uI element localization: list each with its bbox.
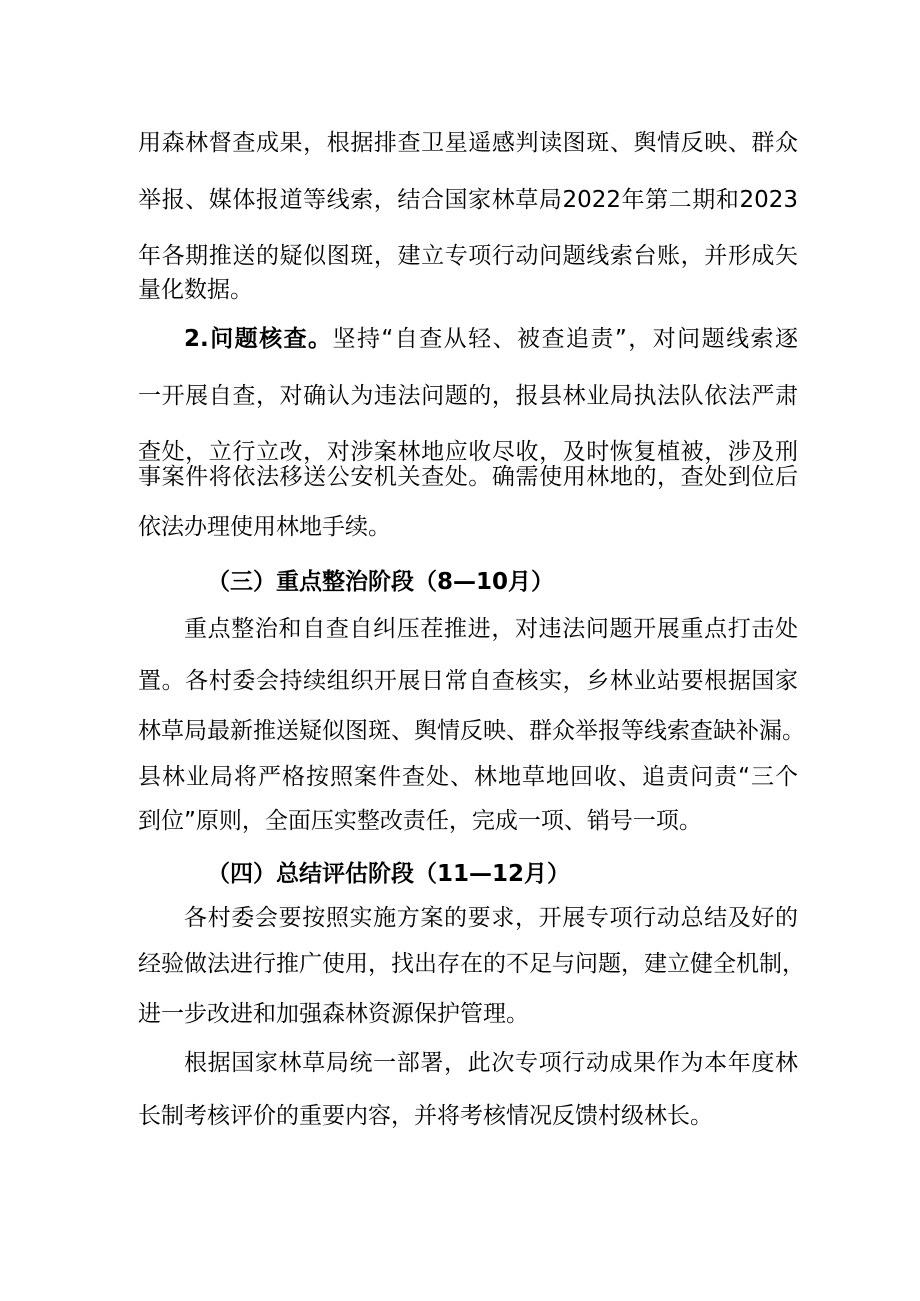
paragraph-1-line-3: 年各期推送的疑似图斑，建立专项行动问题线索台账，并形成矢 — [138, 243, 798, 269]
paragraph-2-line-2: 一开展自查，对确认为违法问题的，报县林业局执法队依法严肃 — [138, 383, 798, 409]
paragraph-1-line-2: 举报、媒体报道等线索，结合国家林草局2022年第二期和2023 — [138, 187, 798, 213]
paragraph-2-line-5: 依法办理使用林地手续。 — [138, 514, 391, 540]
paragraph-3-line-4: 县林业局将严格按照案件查处、林地草地回收、追责问责“三个 — [138, 764, 798, 790]
paragraph-4-line-1: 各村委会要按照实施方案的要求，开展专项行动总结及好的 — [184, 905, 798, 931]
paragraph-2-line-1-rest: 坚持“自查从轻、被查追责”，对问题线索逐 — [332, 326, 798, 352]
section-heading-3: （三）重点整治阶段（8—10月） — [207, 569, 555, 595]
paragraph-4-line-2: 经验做法进行推广使用，找出存在的不足与问题，建立健全机制， — [138, 951, 805, 977]
paragraph-2-line-1 — [184, 319, 798, 359]
paragraph-3-line-1: 重点整治和自查自纠压茬推进，对违法问题开展重点打击处 — [184, 616, 798, 642]
paragraph-2-lead: 2.问题核查。 — [184, 326, 333, 352]
paragraph-4-line-3: 进一步改进和加强森林资源保护管理。 — [138, 1001, 529, 1027]
paragraph-3-line-5: 到位”原则，全面压实整改责任，完成一项、销号一项。 — [138, 808, 702, 834]
paragraph-2-line-3: 查处，立行立改，对涉案林地应收尽收，及时恢复植被，涉及刑 — [138, 439, 798, 465]
paragraph-5-line-2: 长制考核评价的重要内容，并将考核情况反馈村级林长。 — [138, 1103, 713, 1129]
paragraph-2-line-4: 事案件将依法移送公安机关查处。确需使用林地的，查处到位后 — [138, 464, 798, 490]
paragraph-1-line-1: 用森林督查成果，根据排查卫星遥感判读图斑、舆情反映、群众 — [138, 130, 798, 156]
paragraph-1-line-4: 量化数据。 — [138, 277, 253, 303]
paragraph-5-line-1: 根据国家林草局统一部署，此次专项行动成果作为本年度林 — [184, 1050, 798, 1076]
paragraph-3-line-2: 置。各村委会持续组织开展日常自查核实，乡林业站要根据国家 — [138, 668, 798, 694]
paragraph-3-line-3: 林草局最新推送疑似图斑、舆情反映、群众举报等线索查缺补漏。 — [138, 718, 805, 744]
section-heading-4: （四）总结评估阶段（11—12月） — [207, 861, 571, 887]
